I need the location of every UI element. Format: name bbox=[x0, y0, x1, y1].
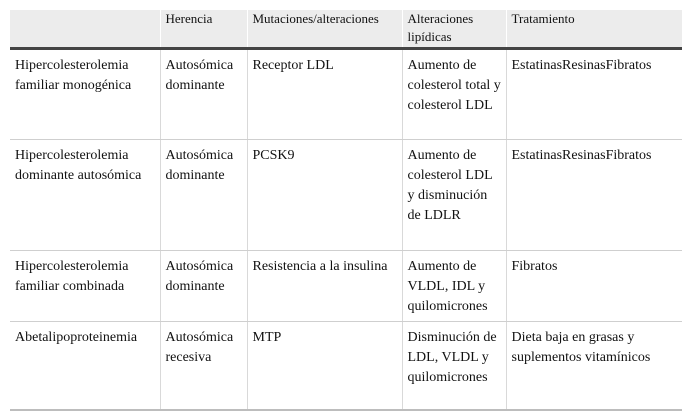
table-cell: Receptor LDL bbox=[247, 49, 402, 140]
table-row bbox=[10, 251, 682, 322]
header-row bbox=[10, 10, 682, 49]
table-cell: Hipercolesterolemia familiar monogénica bbox=[10, 49, 160, 140]
header-cell-herencia: Herencia bbox=[160, 10, 247, 49]
table-cell: MTP bbox=[247, 322, 402, 410]
table-container bbox=[10, 10, 682, 411]
header-cell-empty bbox=[10, 10, 160, 49]
table-body bbox=[10, 49, 682, 410]
table-cell: Disminución de LDL, VLDL y quilomicrones bbox=[402, 322, 506, 410]
table-cell: Hipercolesterolemia familiar combinada bbox=[10, 251, 160, 322]
table-cell: Autosómica dominante bbox=[160, 49, 247, 140]
table-header bbox=[10, 10, 682, 49]
table-cell: Aumento de VLDL, IDL y quilomicrones bbox=[402, 251, 506, 322]
table-row bbox=[10, 322, 682, 410]
table-cell: Abetalipoproteinemia bbox=[10, 322, 160, 410]
header-cell-tratamiento: Tratamiento bbox=[506, 10, 682, 49]
table-cell: Hipercolesterolemia dominante autosómica bbox=[10, 140, 160, 251]
table-row bbox=[10, 140, 682, 251]
header-cell-alteraciones: Alteraciones lipídicas bbox=[402, 10, 506, 49]
table-cell: Autosómica dominante bbox=[160, 251, 247, 322]
table-cell: Dieta baja en grasas y suplementos vitamínicos bbox=[506, 322, 682, 410]
table-cell: Resistencia a la insulina bbox=[247, 251, 402, 322]
table-cell: PCSK9 bbox=[247, 140, 402, 251]
table-cell: EstatinasResinasFibratos bbox=[506, 49, 682, 140]
table-cell: Fibratos bbox=[506, 251, 682, 322]
table-cell: Autosómica recesiva bbox=[160, 322, 247, 410]
table-cell: Aumento de colesterol total y colesterol LDL bbox=[402, 49, 506, 140]
dyslipidemia-table bbox=[10, 10, 682, 411]
header-cell-mutaciones: Mutaciones/alteraciones bbox=[247, 10, 402, 49]
table-cell: EstatinasResinasFibratos bbox=[506, 140, 682, 251]
table-cell: Aumento de colesterol LDL y disminución de LDLR bbox=[402, 140, 506, 251]
table-row bbox=[10, 49, 682, 140]
table-cell: Autosómica dominante bbox=[160, 140, 247, 251]
